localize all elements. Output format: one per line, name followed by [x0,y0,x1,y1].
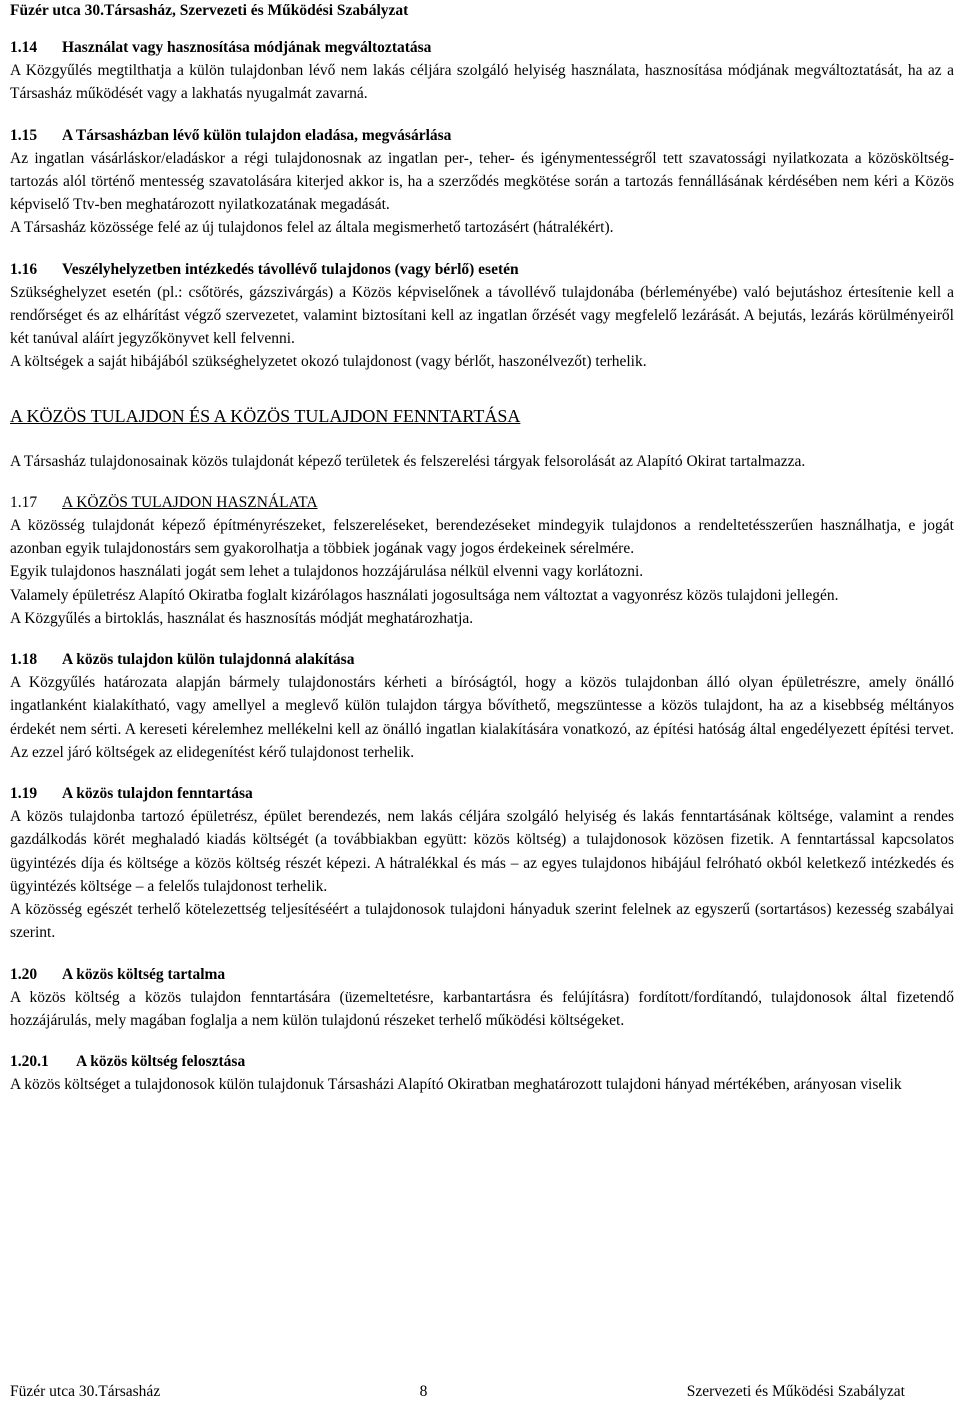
paragraph: A Közgyűlés megtilthatja a külön tulajdonban lévő nem lakás céljára szolgáló helyiség használata, hasznosítása módjának megváltoztatását, ha az a Társasház működését vagy a lakhatás nyugalmát zavarná. [10,62,954,103]
section-title: 1.16 Veszélyhelyzetben intézkedés távollévő tulajdonos (vagy bérlő) esetén [10,260,519,278]
section-1-20 [10,963,954,1033]
section-1-15 [10,124,954,240]
paragraph: A Társasház közössége felé az új tulajdonos felel az általa megismerhető tartozásért (hátralékért). [10,219,614,237]
section-1-18 [10,648,954,764]
footer-right: Szervezeti és Működési Szabályzat [686,1383,905,1400]
section-1-19 [10,782,954,944]
section-title: 1.19 A közös tulajdon fenntartása [10,785,253,803]
section-title: 1.20.1 A közös költség felosztása [10,1053,246,1071]
section-title: 1.15 A Társasházban lévő külön tulajdon eladása, megvásárlása [10,126,452,144]
paragraph: A Társasház tulajdonosainak közös tulajdonát képező területek és felszerelési tárgyak felsorolását az Alapító Okirat tartalmazza. [10,452,806,470]
section-title: 1.18 A közös tulajdon külön tulajdonná alakítása [10,651,355,669]
paragraph: A közös költség a közös tulajdon fenntartására (üzemeltetésre, karbantartásra és felújításra) fordított/fordítandó, tulajdonosok által fizetendő hozzájárulás, mely magában foglalja a nem külön tulajdonú részeket terhelő működési költségeket. [10,988,954,1029]
page-number: 8 [419,1383,428,1400]
section-title: 1.20 A közös költség tartalma [10,965,226,983]
paragraph: A Közgyűlés a birtoklás, használat és hasznosítás módját meghatározhatja. [10,609,474,627]
section-1-20-1 [10,1050,954,1096]
paragraph: A közösség egészét terhelő kötelezettség teljesítéséért a tulajdonosok tulajdoni hányaduk szerint felelnek az egyszerű (sortartásos) kezesség szabályai szerint. [10,901,954,942]
paragraph: Az ingatlan vásárláskor/eladáskor a régi tulajdonosnak az ingatlan per-, teher- és igénymentességről tett szavatossági nyilatkozata a közösköltség-tartozás alól történő mentesség szavatolására kiterjed akkor is, ha a szerződés megkötése során a tartozás fennállásának kérdésében nem kéri a Közös képviselő Ttv-ben meghatározott nyilatkozatának megadását. [10,149,954,214]
chapter-title: A KÖZÖS TULAJDON ÉS A KÖZÖS TULAJDON FENNTARTÁSA [10,405,521,426]
section-1-17 [10,491,954,630]
section-title: 1.14 Használat vagy hasznosítása módjának megváltoztatása [10,39,432,56]
section-1-14 [10,36,954,106]
paragraph: A közösség tulajdonát képező építményrészeket, felszereléseket, berendezéseket mindegyik tulajdonos a rendeltetésszerűen használhatja, e jogát azonban egyik tulajdonostárs sem gyakorolhatja a többiek jogának vagy jogos érdekeinek sérelmére. [10,517,954,558]
paragraph: A Közgyűlés határozata alapján bármely tulajdonostárs kérheti a bíróságtól, hogy a közös tulajdonban álló olyan épületrészre, amely önálló ingatlanként kialakítható, vagy amellyel a meglevő külön tulajdon tárgya bővíthető, megszüntesse a közös tulajdont, ha az a kisebbség méltányos érdekét nem sérti. A kereseti kérelemhez mellékelni kell az önálló ingatlan kialakítására vonatkozó, az építési hatóság által engedélyezett építési tervet. Az ezzel járó költségek az elidegenítést kérő tulajdonost terhelik. [10,674,954,761]
paragraph: Egyik tulajdonos használati jogát sem lehet a tulajdonos hozzájárulása nélkül elvenni vagy korlátozni. [10,563,644,581]
section-1-16 [10,258,954,374]
paragraph: Valamely épületrész Alapító Okiratba foglalt kizárólagos használati jogosultsága nem változtat a vagyonrész közös tulajdoni jellegén. [10,586,839,604]
section-title: 1.17 A KÖZÖS TULAJDON HASZNÁLATA [10,493,318,511]
paragraph: A költségek a saját hibájából szükséghelyzetet okozó tulajdonost (vagy bérlőt, haszonélvezőt) terhelik. [10,353,647,371]
document-body [10,36,954,1097]
paragraph: Szükséghelyzet esetén (pl.: csőtörés, gázszivárgás) a Közös képviselőnek a távollévő tulajdonába (bérleményébe) való bejutáshoz értesítenie kell a rendőrséget és az elhárítást végző szervezetet, valamint biztosítani kell az ingatlan őrzését vagy megfelelő lezárását. A bejutás, lezárás körülményeiről két tanúval aláírt jegyzőkönyvet kell felvenni. [10,283,954,348]
footer-left: Füzér utca 30.Társasház [10,1383,161,1400]
page-header: Füzér utca 30.Társasház, Szervezeti és Működési Szabályzat [10,2,409,19]
page-footer [10,1382,905,1402]
paragraph: A közös tulajdonba tartozó épületrész, épület berendezés, nem lakás céljára szolgáló helyiség és lakás fenntartásának költsége, valamint a rendes gazdálkodás körét meghaladó kiadás költségét (a továbbiakban együtt: közös költség) a tulajdonosok közösen fizetik. A fenntartással kapcsolatos ügyintézés díja és költsége a közös költség részét képezi. A hátralékkal és más – az egyes tulajdonos hibájául felróható okból keletkező intézkedés és ügyintézés költsége – a felelős tulajdonost terhelik. [10,808,954,895]
paragraph: A közös költséget a tulajdonosok külön tulajdonuk Társasházi Alapító Okiratban meghatározott tulajdoni hányad mértékében, arányosan viselik [10,1076,902,1094]
